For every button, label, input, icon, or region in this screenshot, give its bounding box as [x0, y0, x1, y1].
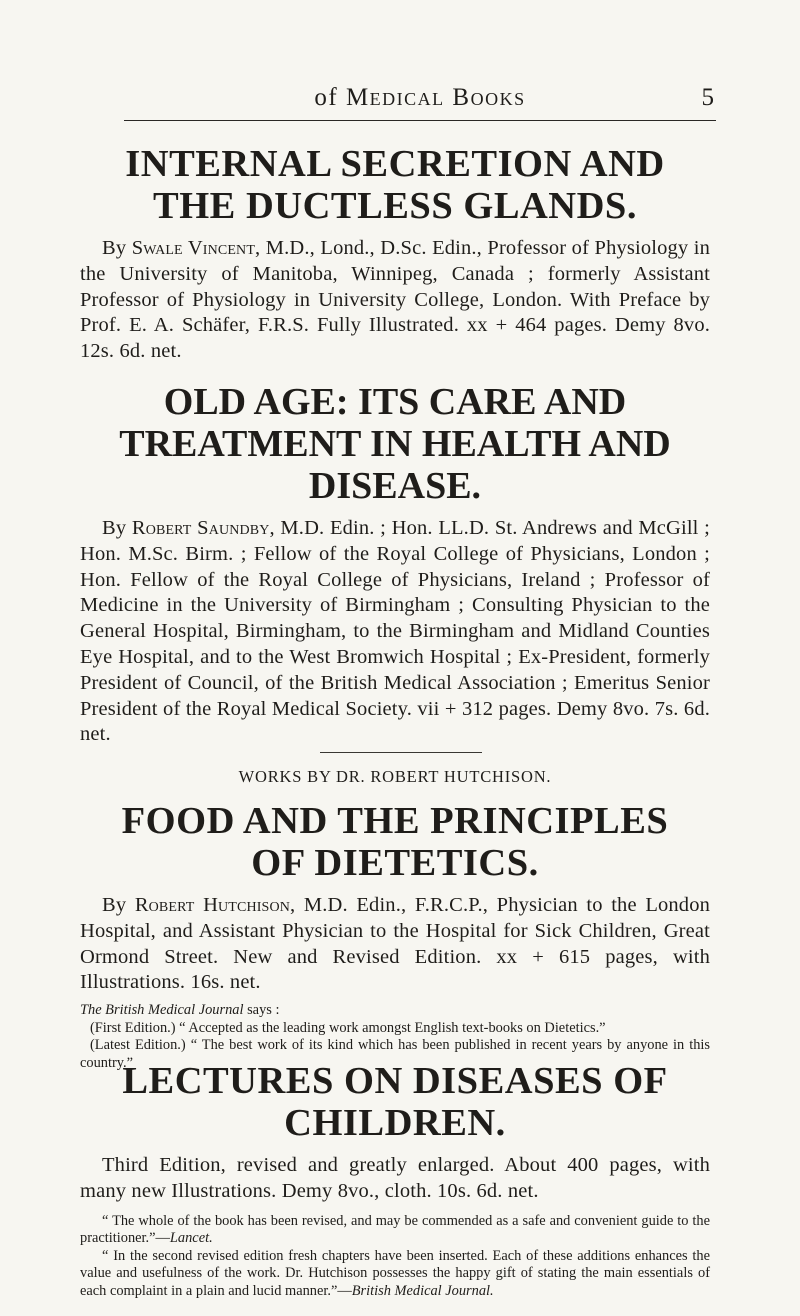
author-name: Robert Saundby [131, 517, 270, 539]
review-says: says : [243, 1002, 280, 1019]
running-head-prefix: of [314, 84, 339, 111]
review-quote [80, 1248, 710, 1301]
review-text: “ The whole of the book has been revised, and may be commended as a safe and convenient guide to the practitioner.”— [80, 1212, 710, 1247]
book-description: Third Edition, revised and greatly enlarged. About 400 pages, with many new Illustrations. Demy 8vo., cloth. 10s. 6d. net. [80, 1154, 710, 1202]
by-word: By [102, 894, 127, 916]
review-source: Lancet. [169, 1230, 213, 1247]
review-quote: (Latest Edition.) “ The best work of its kind which has been published in recent years by anyone in this country.” [80, 1037, 710, 1071]
header-rule [124, 120, 716, 121]
works-heading: WORKS BY DR. ROBERT HUTCHISON. [238, 767, 552, 786]
book-description [80, 893, 710, 996]
review-quote [80, 1213, 710, 1248]
book-entry-old-age [80, 381, 710, 748]
review-quote: (First Edition.) “ Accepted as the leading work amongst English text-books on Dietetics.” [90, 1019, 606, 1036]
book-entry-diseases-children [80, 1060, 710, 1300]
book-title: LECTURES ON DISEASES OF CHILDREN. [122, 1060, 668, 1144]
author-details: , M.D. Edin., F.R.C.P., Physician to the London Hospital, and Assistant Physician to the Hospital for Sick Children, Great Ormond Street. New and Revised Edition. xx + 615 pages, with Illustrations. 16s. net. [80, 894, 710, 994]
running-head [128, 84, 712, 112]
book-description [80, 236, 710, 365]
review-text: “ In the second revised edition fresh chapters have been inserted. Each of these additions enhances the value and usefulness of the work. Dr. Hutchison possesses the happy gift of stating the main essentials of each complaint in a plain and lucid manner.”— [80, 1247, 710, 1299]
by-word: By [102, 517, 127, 539]
running-head-title: Medical Books [345, 84, 526, 111]
book-entry-food-dietetics [80, 800, 710, 1072]
author-name: Robert Hutchison [134, 894, 291, 916]
page-number: 5 [701, 84, 714, 111]
author-name: Swale Vincent [131, 237, 256, 259]
book-description [80, 516, 710, 748]
by-word: By [102, 237, 127, 259]
review-source: British Medical Journal. [351, 1282, 494, 1299]
book-title: INTERNAL SECRETION AND THE DUCTLESS GLANDS. [125, 143, 665, 227]
author-details: , M.D., Lond., D.Sc. Edin., Professor of Physiology in the University of Manitoba, Winnipeg, Canada ; formerly Assistant Professor of Physiology in University College, London. With Preface by Prof. E. A. Schäfer, F.R.S. Fully Illustrated. xx + 464 pages. Demy 8vo. 12s. 6d. net. [80, 237, 710, 363]
book-title: OLD AGE: ITS CARE AND TREATMENT IN HEALTH AND DISEASE. [119, 381, 671, 507]
author-details: , M.D. Edin. ; Hon. LL.D. St. Andrews and McGill ; Hon. M.Sc. Birm. ; Fellow of the Royal College of Physicians, London ; Hon. Fellow of the Royal College of Physicians, Ireland ; Professor of Medicine in the University of Birmingham ; Consulting Physician to the General Hospital, Birmingham, to the Birmingham and Midland Counties Eye Hospital, and to the West Bromwich Hospital ; Ex-President, formerly President of Council, of the British Medical Association ; Emeritus Senior President of the Royal Medical Society. vii + 312 pages. Demy 8vo. 7s. 6d. net. [80, 517, 710, 746]
works-heading-block [80, 767, 710, 787]
review-source: The British Medical Journal [80, 1002, 244, 1019]
section-rule [320, 752, 482, 753]
book-entry-internal-secretion [80, 143, 710, 365]
book-title: FOOD AND THE PRINCIPLES OF DIETETICS. [121, 800, 669, 884]
review-intro [80, 1002, 710, 1020]
